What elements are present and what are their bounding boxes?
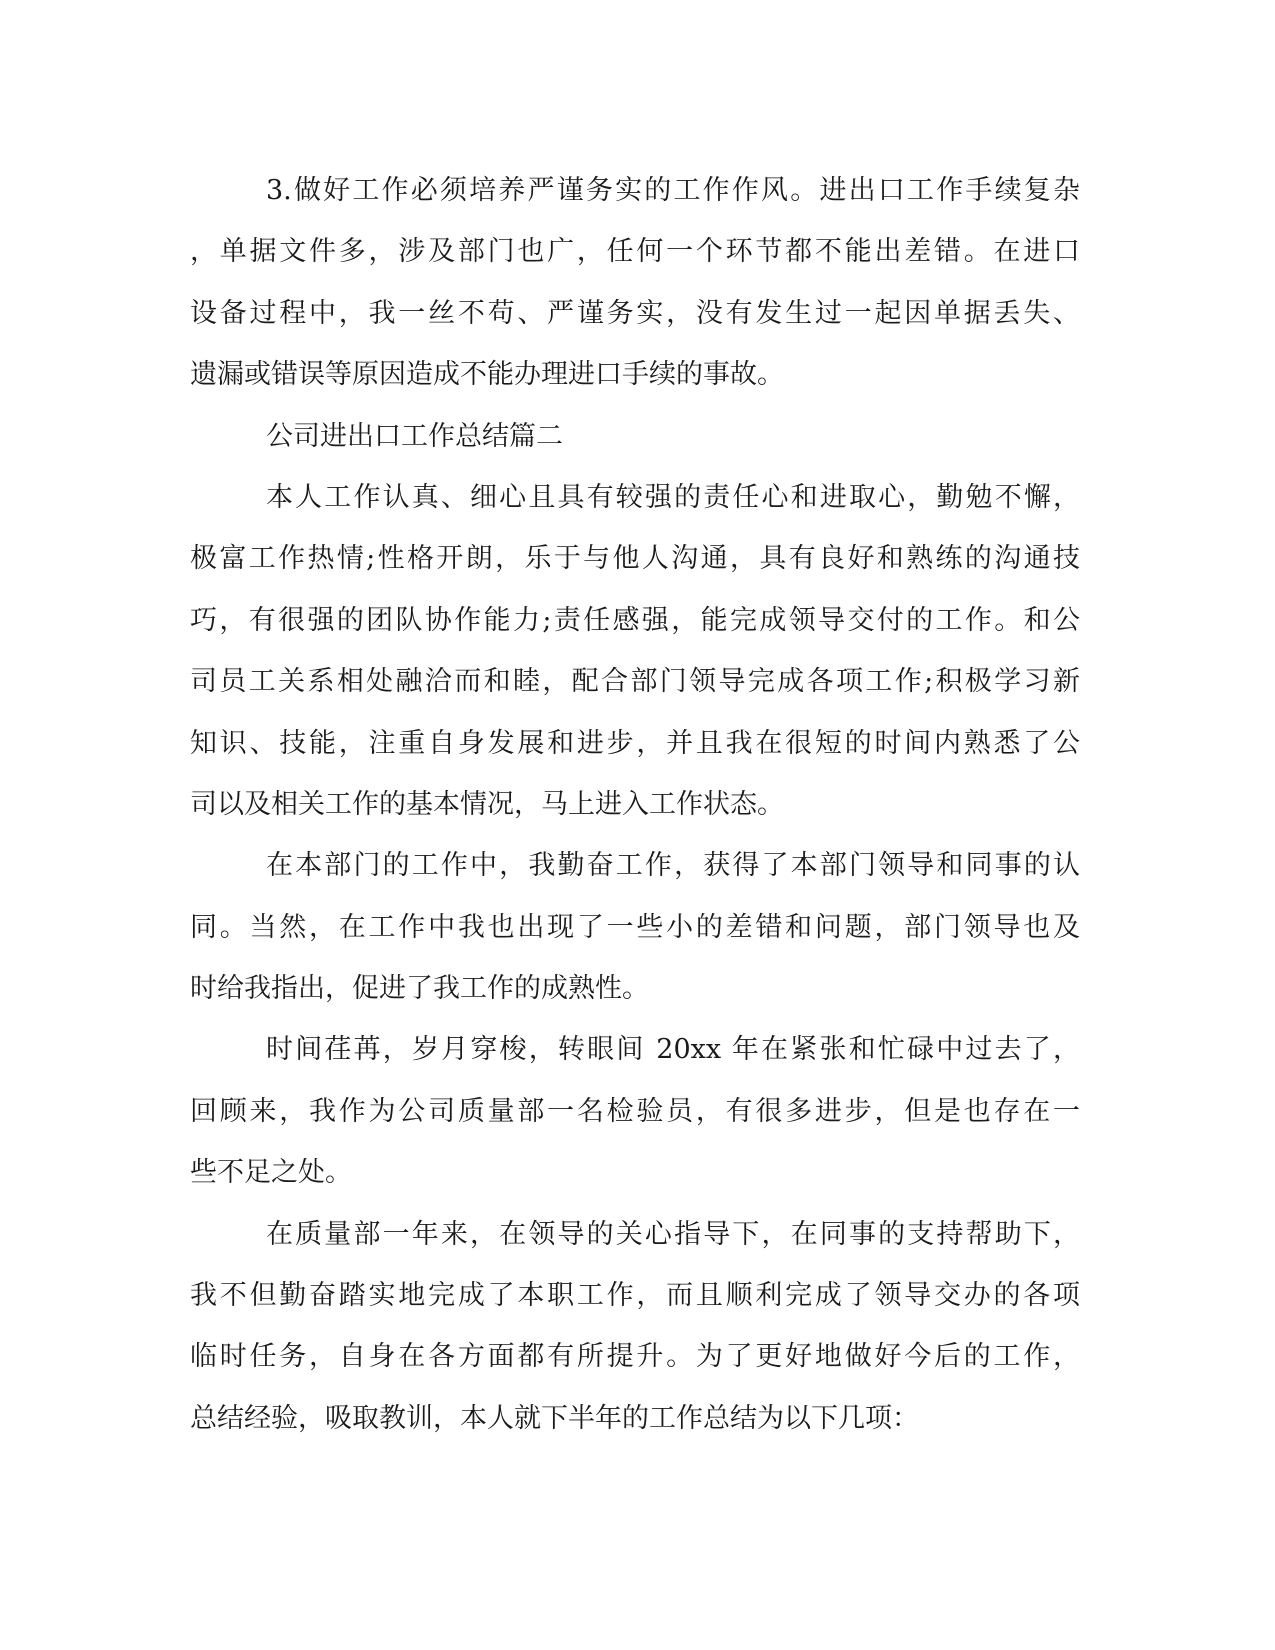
text-line: 总结经验，吸取教训，本人就下半年的工作总结为以下几项：: [190, 1402, 919, 1434]
text-line: 在本部门的工作中，我勤奋工作，获得了本部门领导和同事的认: [266, 850, 1080, 882]
text-line: 遗漏或错误等原因造成不能办理进口手续的事故。: [190, 359, 784, 391]
text-line: 本人工作认真、细心且具有较强的责任心和进取心，勤勉不懈，: [266, 481, 1080, 513]
text-line: 些不足之处。: [190, 1157, 352, 1189]
text-line: 司员工关系相处融洽而和睦，配合部门领导完成各项工作;积极学习新: [190, 666, 1080, 698]
text-line: 同。当然，在工作中我也出现了一些小的差错和问题，部门领导也及: [190, 911, 1080, 943]
section-heading: 公司进出口工作总结篇二: [266, 420, 563, 452]
text-line: 3.做好工作必须培养严谨务实的工作作风。进出口工作手续复杂: [266, 175, 1080, 206]
text-line: 知识、技能，注重自身发展和进步，并且我在很短的时间内熟悉了公: [190, 727, 1080, 759]
text-line: 设备过程中，我一丝不苟、严谨务实，没有发生过一起因单据丢失、: [190, 297, 1080, 329]
text-line: 我不但勤奋踏实地完成了本职工作，而且顺利完成了领导交办的各项: [190, 1280, 1080, 1312]
document-body: [190, 160, 1080, 1449]
text-line: 在质量部一年来，在领导的关心指导下，在同事的支持帮助下，: [266, 1218, 1080, 1250]
text-line: 极富工作热情;性格开朗，乐于与他人沟通，具有良好和熟练的沟通技: [190, 543, 1080, 575]
text-line: 临时任务，自身在各方面都有所提升。为了更好地做好今后的工作，: [190, 1341, 1080, 1373]
text-line: 司以及相关工作的基本情况，马上进入工作状态。: [190, 788, 784, 820]
text-line: 时给我指出，促进了我工作的成熟性。: [190, 973, 649, 1005]
text-line: 时间荏苒，岁月穿梭，转眼间 20xx 年在紧张和忙碌中过去了，: [266, 1034, 1080, 1066]
text-line: ，单据文件多，涉及部门也广，任何一个环节都不能出差错。在进口: [190, 236, 1080, 268]
text-line: 巧，有很强的团队协作能力;责任感强，能完成领导交付的工作。和公: [190, 604, 1080, 636]
text-line: 回顾来，我作为公司质量部一名检验员，有很多进步，但是也存在一: [190, 1095, 1080, 1127]
